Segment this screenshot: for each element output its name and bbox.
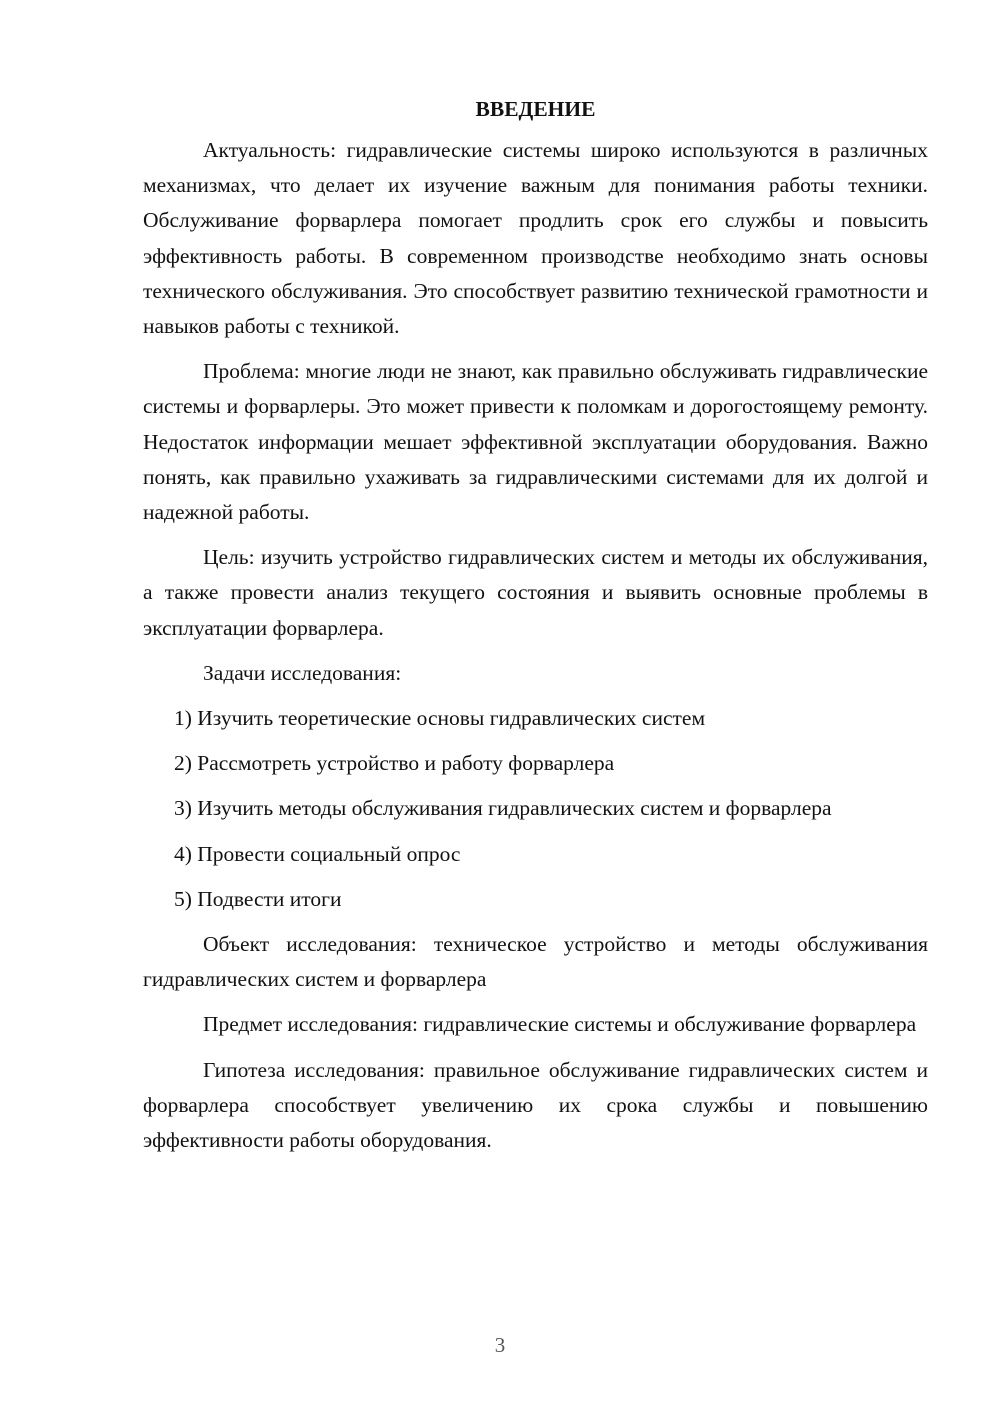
- paragraph-object: Объект исследования: техническое устройство и методы обслуживания гидравлических систем и форварлера: [143, 932, 928, 992]
- paragraph-subject: Предмет исследования: гидравлические системы и обслуживание форварлера: [203, 1012, 917, 1037]
- task-item-2: 2) Рассмотреть устройство и работу форварлера: [174, 751, 615, 776]
- task-item-1: 1) Изучить теоретические основы гидравлических систем: [174, 706, 706, 731]
- paragraph-tasks-heading: Задачи исследования:: [203, 660, 402, 685]
- paragraph-hypothesis: Гипотеза исследования: правильное обслуживание гидравлических систем и форварлера способствует увеличению их срока службы и повышению эффективности работы оборудования.: [143, 1057, 928, 1153]
- task-item-5: 5) Подвести итоги: [174, 886, 342, 911]
- paragraph-goal: Цель: изучить устройство гидравлических систем и методы их обслуживания, а также провести анализ текущего состояния и выявить основные проблемы в эксплуатации форварлера.: [143, 545, 928, 640]
- task-item-3: 3) Изучить методы обслуживания гидравлических систем и форварлера: [174, 796, 832, 821]
- paragraph-problem: Проблема: многие люди не знают, как правильно обслуживать гидравлические системы и форварлеры. Это может привести к поломкам и дорогостоящему ремонту. Недостаток информации мешает эффективной эксплуатации оборудования. Важно понять, как правильно ухаживать за гидравлическими системами для их долгой и надежной работы.: [143, 359, 928, 525]
- document-page: [143, 92, 928, 1168]
- page-number: 3: [494, 1333, 506, 1357]
- section-title: ВВЕДЕНИЕ: [475, 97, 596, 121]
- paragraph-relevance: Актуальность: гидравлические системы широко используются в различных механизмах, что делает их изучение важным для понимания работы техники. Обслуживание форварлера помогает продлить срок его службы и повысить эффективность работы. В современном производстве необходимо знать основы технического обслуживания. Это способствует развитию технической грамотности и навыков работы с техникой.: [143, 138, 928, 339]
- task-item-4: 4) Провести социальный опрос: [174, 841, 461, 866]
